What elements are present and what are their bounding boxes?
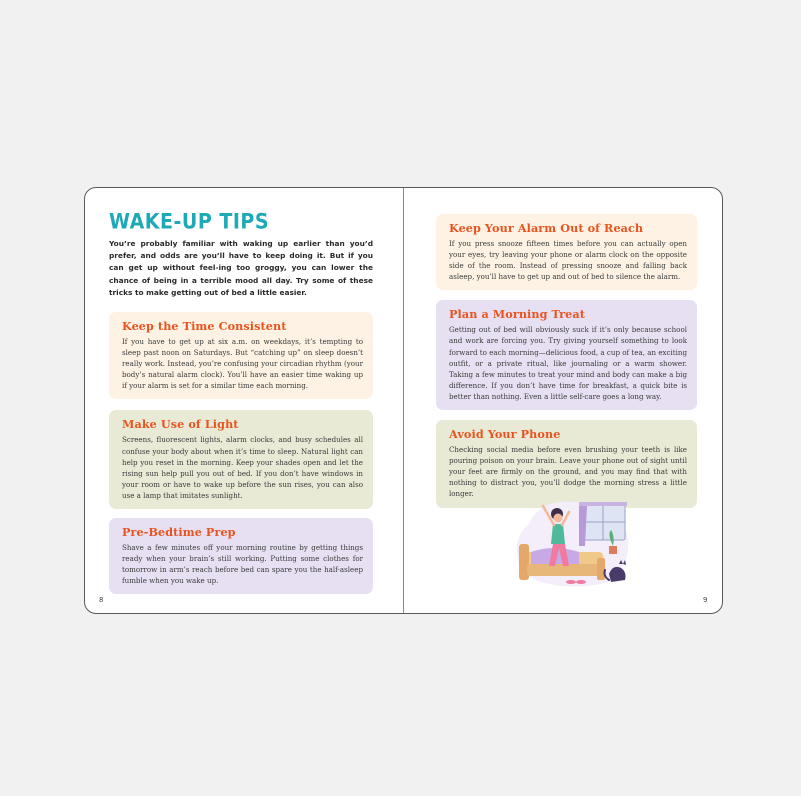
tip-card-plan-morning-treat bbox=[436, 300, 697, 410]
book-spine bbox=[403, 188, 404, 613]
page-number-right: 9 bbox=[703, 596, 708, 604]
intro-paragraph: You’re probably familiar with waking up earlier than you’d prefer, and odds are you’ll have to keep doing it. But if you can get up without feel-ing too groggy, you can lower the chance of being in a terrible mood all day. Try some of these tricks to make getting out of bed a little easier. bbox=[109, 239, 373, 297]
tip-card-alarm-out-of-reach bbox=[436, 214, 697, 290]
tip-card-keep-time-consistent bbox=[109, 312, 373, 399]
tip-body: Getting out of bed will obviously suck if it’s only because school and work are forcing you. Try giving yourself something to look forward to each morning—delicious food, a cup of tea, an exciting outfit, or a private ritual, like journaling or a warm shower. Taking a few minutes to treat your mind and body can make a big difference. If you don’t have time for breakfast, a quick bite is better than nothing. Even a little self-care goes a long way. bbox=[449, 325, 687, 401]
tip-heading: Keep the Time Consistent bbox=[122, 319, 287, 334]
book-spread bbox=[84, 187, 723, 614]
tip-heading: Pre-Bedtime Prep bbox=[122, 525, 236, 540]
person-stretching-by-window-illustration bbox=[509, 494, 639, 592]
tip-body: Screens, fluorescent lights, alarm clocks, and busy schedules all confuse your body about when it’s time to sleep. Natural light can help you reset in the morning. Keep your shades open and let the rising sun help pull you out of bed. If you don’t have windows in your room or have to wake up before the sun rises, you can also use a lamp that imitates sunlight. bbox=[122, 435, 363, 500]
tip-heading: Avoid Your Phone bbox=[449, 427, 561, 442]
right-page bbox=[436, 214, 697, 508]
tip-card-pre-bedtime-prep bbox=[109, 518, 373, 594]
tip-body: Checking social media before even brushing your teeth is like pouring poison on your brain. Leave your phone out of sight until your feet are firmly on the ground, and you may find that with nothing to distract you, you’ll dodge the morning stress a little longer. bbox=[449, 445, 687, 499]
tip-card-make-use-of-light bbox=[109, 410, 373, 509]
tip-heading: Plan a Morning Treat bbox=[449, 307, 585, 322]
page-number-left: 8 bbox=[99, 596, 104, 604]
left-page bbox=[109, 210, 373, 594]
tip-body: If you press snooze fifteen times before you can actually open your eyes, try leaving your phone or alarm clock on the opposite side of the room. Instead of pressing snooze and falling back asleep, you’ll have to get up and out of bed to silence the alarm. bbox=[449, 239, 687, 282]
tip-heading: Keep Your Alarm Out of Reach bbox=[449, 221, 644, 235]
tip-body: Shave a few minutes off your morning routine by getting things ready when your brain’s still working. Putting some clothes for tomorrow in arm’s reach before bed can spare you the half-asleep fumble when you wake up. bbox=[122, 543, 363, 586]
tip-body: If you have to get up at six a.m. on weekdays, it’s tempting to sleep past noon on Saturdays. But “catching up” on sleep doesn’t really work. Instead, you’re confusing your circadian rhythm (your body’s natural alarm clock). You’ll have an easier time waking up if your alarm is set for a similar time each morning. bbox=[122, 337, 363, 391]
page-title: WAKE-UP TIPS bbox=[109, 210, 270, 235]
tip-heading: Make Use of Light bbox=[122, 417, 239, 432]
